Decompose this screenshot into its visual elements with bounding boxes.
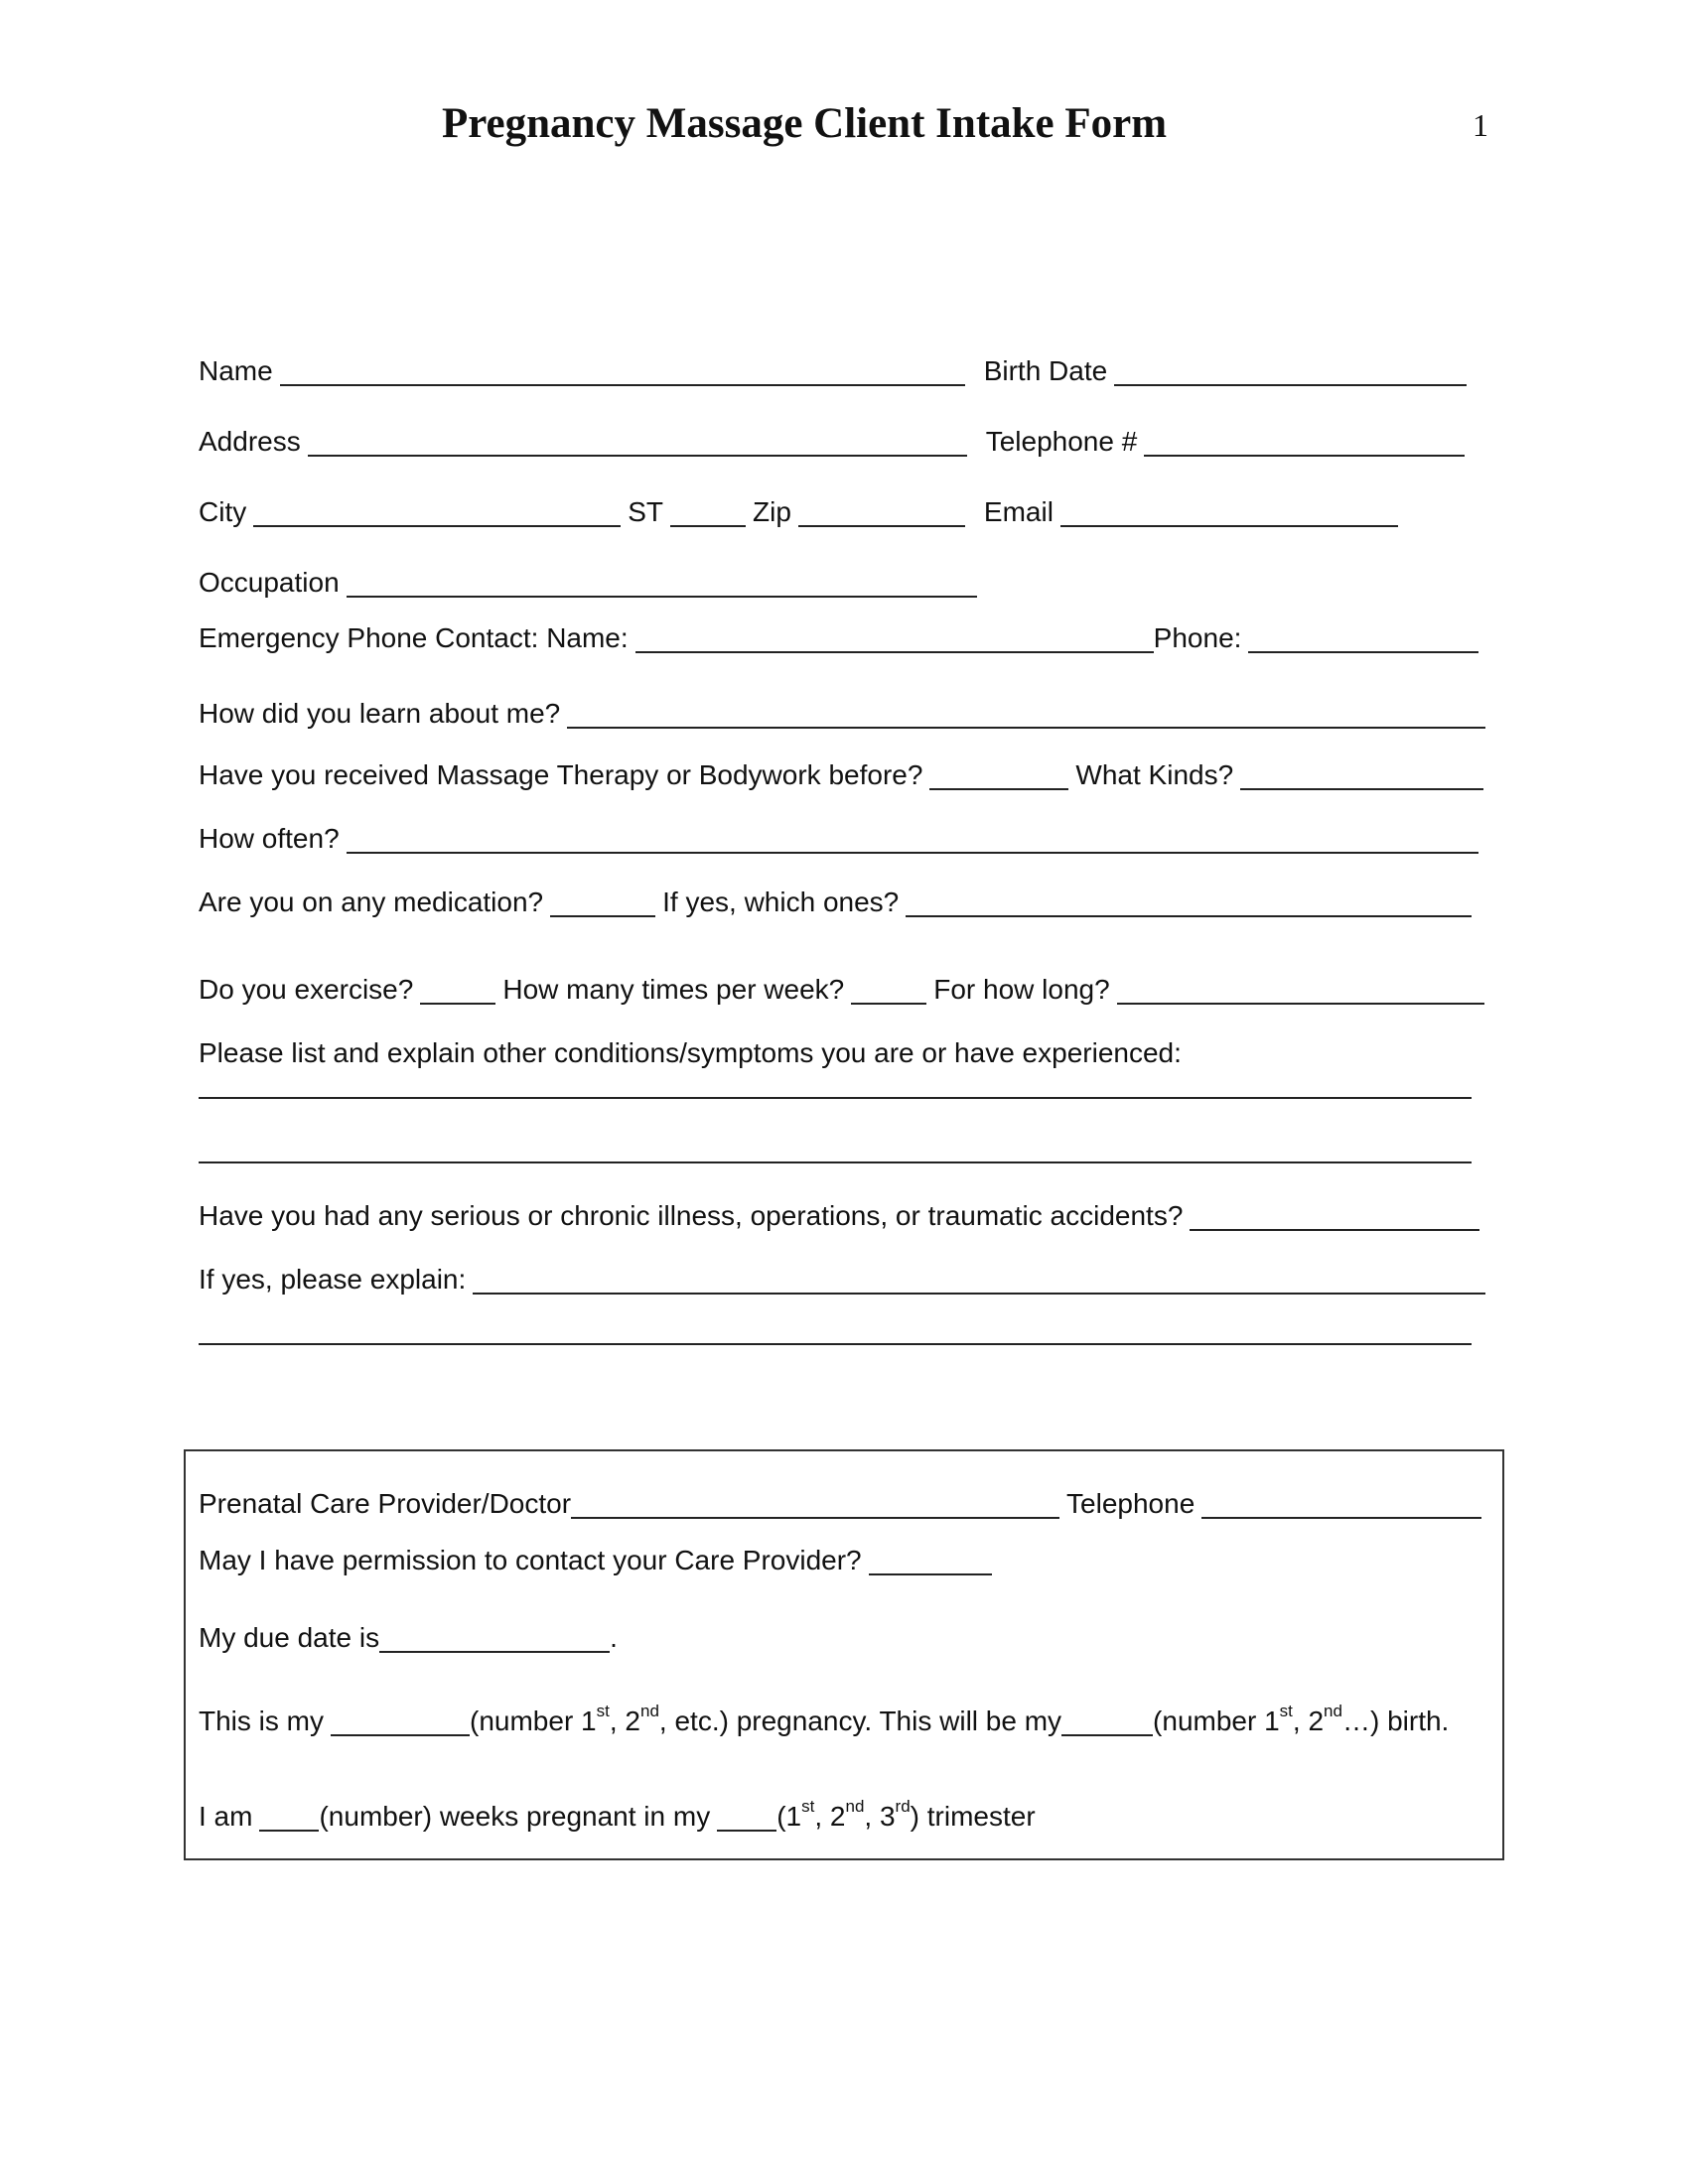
conditions-field-2[interactable] [199,1161,1472,1163]
occupation-row [199,558,1489,598]
occupation-field[interactable] [347,570,977,598]
occupation-label: Occupation [199,567,340,598]
provider-label: Prenatal Care Provider/Doctor [199,1488,572,1519]
telephone-label: Telephone # [985,426,1138,457]
trimester-field[interactable] [717,1804,776,1832]
exercise-field[interactable] [420,977,495,1005]
email-label: Email [983,496,1054,527]
what-kinds-label: What Kinds? [1075,759,1234,790]
name-label: Name [199,355,273,386]
received-massage-label: Have you received Massage Therapy or Bodywork before? [199,759,923,790]
received-massage-field[interactable] [929,762,1068,790]
permission-row [199,1536,1489,1575]
what-kinds-field[interactable] [1240,762,1483,790]
address-label: Address [199,426,301,457]
explain-row [199,1255,1489,1295]
name-field[interactable] [280,358,965,386]
learn-about-field[interactable] [567,701,1485,729]
address-field[interactable] [308,429,967,457]
pregnancy-prefix: This is my [199,1706,324,1736]
permission-label: May I have permission to contact your Care Provider? [199,1545,862,1575]
state-label: ST [628,496,664,527]
address-row [199,417,1489,457]
explain-label: If yes, please explain: [199,1264,467,1295]
illness-label: Have you had any serious or chronic illness, operations, or traumatic accidents? [199,1200,1184,1231]
explain-field[interactable] [473,1267,1485,1295]
illness-field[interactable] [1190,1203,1479,1231]
exercise-row [199,965,1489,1005]
massage-history-row [199,751,1489,790]
times-per-week-field[interactable] [851,977,926,1005]
city-label: City [199,496,247,527]
due-date-label: My due date is [199,1622,380,1653]
how-long-label: For how long? [933,974,1110,1005]
city-field[interactable] [253,499,621,527]
how-often-row [199,814,1489,854]
birth-number-text: (number 1st, 2nd…) birth. [1153,1701,1450,1736]
due-date-field[interactable] [379,1625,610,1653]
emergency-contact-label: Emergency Phone Contact: Name: [199,622,629,653]
due-date-end: . [610,1622,618,1653]
weeks-row [199,1792,1489,1832]
medication-row [199,878,1489,917]
learn-about-label: How did you learn about me? [199,698,561,729]
weeks-prefix: I am [199,1801,253,1832]
medication-field[interactable] [550,889,655,917]
trimester-text: (1st, 2nd, 3rd) trimester [776,1796,1036,1832]
birth-date-field[interactable] [1114,358,1467,386]
telephone-field[interactable] [1144,429,1465,457]
page-number: 1 [1473,107,1488,143]
how-long-field[interactable] [1117,977,1484,1005]
form-title: Pregnancy Massage Client Intake Form [441,100,1168,147]
conditions-field-1[interactable] [199,1097,1472,1099]
how-often-field[interactable] [347,826,1478,854]
email-field[interactable] [1060,499,1398,527]
learn-row [199,689,1489,729]
pregnancy-number-field[interactable] [331,1708,470,1736]
state-field[interactable] [670,499,746,527]
medication-label: Are you on any medication? [199,887,544,917]
weeks-field[interactable] [259,1804,319,1832]
due-date-row [199,1613,1489,1653]
which-ones-field[interactable] [906,889,1472,917]
exercise-label: Do you exercise? [199,974,414,1005]
emergency-phone-label: Phone: [1153,622,1242,653]
explain-field-2[interactable] [199,1343,1472,1345]
which-ones-label: If yes, which ones? [662,887,900,917]
provider-field[interactable] [571,1491,1059,1519]
name-row [199,346,1489,386]
emergency-phone-field[interactable] [1248,625,1478,653]
illness-row [199,1191,1489,1231]
city-row [199,487,1489,527]
emergency-row [199,614,1489,653]
times-per-week-label: How many times per week? [502,974,845,1005]
pregnancy-number-text: (number 1st, 2nd, etc.) pregnancy. This will be my [470,1701,1062,1736]
birth-date-label: Birth Date [983,355,1108,386]
zip-field[interactable] [798,499,965,527]
provider-telephone-label: Telephone [1066,1488,1196,1519]
permission-field[interactable] [869,1548,992,1575]
conditions-row [199,1028,1489,1068]
how-often-label: How often? [199,823,340,854]
provider-telephone-field[interactable] [1201,1491,1481,1519]
zip-label: Zip [753,496,791,527]
conditions-label: Please list and explain other conditions/symptoms you are or have experienced: [199,1037,1182,1068]
emergency-name-field[interactable] [635,625,1154,653]
weeks-text: (number) weeks pregnant in my [319,1801,711,1832]
provider-row [199,1479,1489,1519]
birth-number-field[interactable] [1061,1708,1153,1736]
pregnancy-number-row [199,1697,1489,1736]
